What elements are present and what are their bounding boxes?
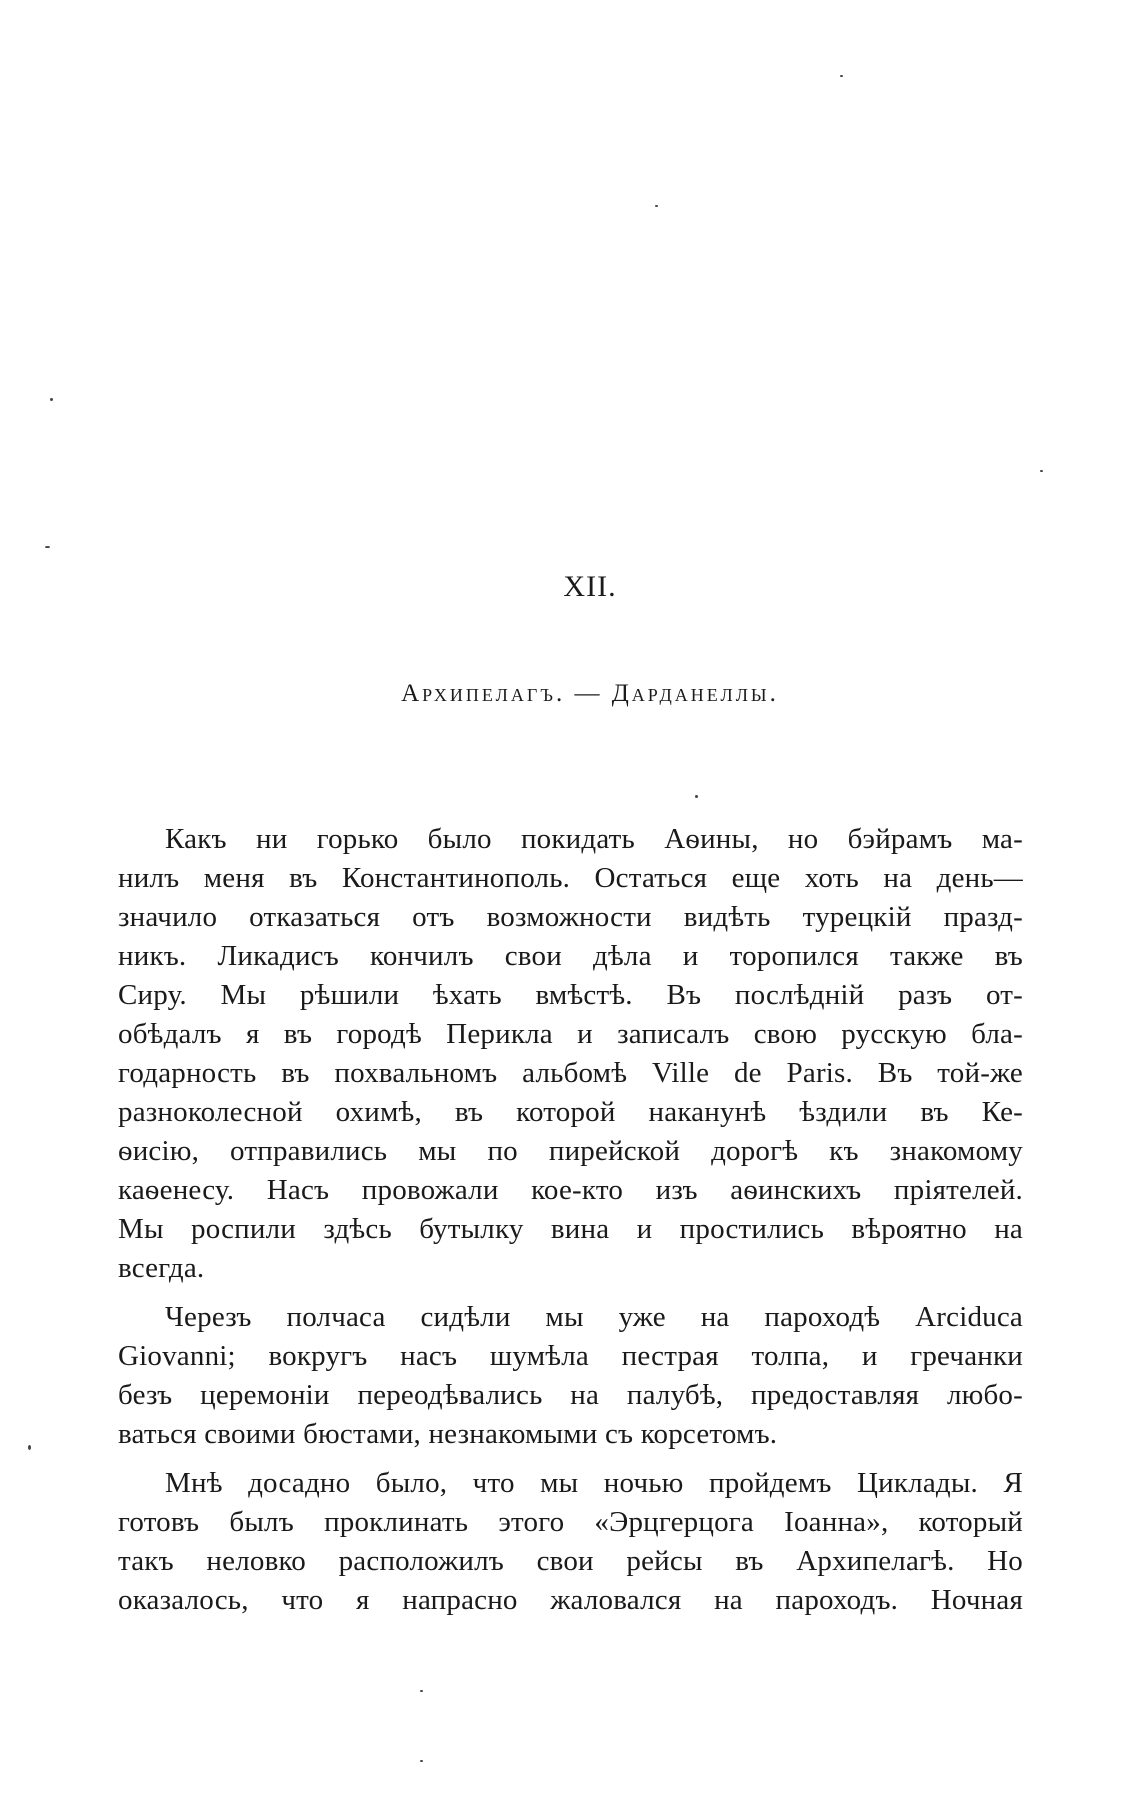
text-line: безъ церемоніи переодѣвались на палубѣ, предоставляя любо- (118, 1379, 1023, 1411)
text-line: разноколесной охимѣ, въ которой наканунѣ ѣздили въ Ке- (118, 1096, 1023, 1128)
text-line: никъ. Ликадисъ кончилъ свои дѣла и торопился также въ (118, 940, 1023, 972)
text-line: Giovanni; вокругъ насъ шумѣла пестрая толпа, и гречанки (118, 1340, 1023, 1372)
text-line: значило отказаться отъ возможности видѣть турецкій празд- (118, 901, 1023, 933)
text-line: ваться своими бюстами, незнакомыми съ корсетомъ. (118, 1418, 778, 1450)
text-line: всегда. (118, 1252, 205, 1284)
scan-speck (840, 75, 843, 77)
text-line: каѳенесу. Насъ провожали кое-кто изъ аѳинскихъ пріятелей. (118, 1174, 1023, 1206)
text-line: нилъ меня въ Константинополь. Остаться еще хоть на день— (118, 862, 1023, 894)
text-line: обѣдалъ я въ городѣ Перикла и записалъ свою русскую бла- (118, 1018, 1023, 1050)
chapter-body (118, 820, 1023, 1620)
scan-speck (420, 1760, 423, 1762)
scan-speck (45, 546, 50, 548)
text-line: Сиру. Мы рѣшили ѣхать вмѣстѣ. Въ послѣдній разъ от- (118, 979, 1023, 1011)
paragraph (118, 1298, 1023, 1454)
scan-speck (50, 398, 53, 401)
text-line: такъ неловко расположилъ свои рейсы въ Архипелагѣ. Но (118, 1545, 1023, 1577)
text-line: Какъ ни горько было покидать Аѳины, но бэйрамъ ма- (165, 823, 1023, 855)
text-line: Мы роспили здѣсь бутылку вина и простились вѣроятно на (118, 1213, 1023, 1245)
text-line: ѳисію, отправились мы по пирейской дорогѣ къ знакомому (118, 1135, 1023, 1167)
chapter-number: XII. (563, 570, 617, 603)
text-line: готовъ былъ проклинать этого «Эрцгерцога Іоанна», который (118, 1506, 1023, 1538)
text-line: оказалось, что я напрасно жаловался на пароходъ. Ночная (118, 1584, 1023, 1616)
text-line: Мнѣ досадно было, что мы ночью пройдемъ Циклады. Я (165, 1467, 1023, 1499)
scan-speck (695, 795, 698, 798)
chapter-title: Архипелагъ. — Дарданеллы. (401, 680, 779, 707)
scan-speck (28, 1445, 31, 1450)
paragraph (118, 1464, 1023, 1620)
text-line: годарность въ похвальномъ альбомѣ Ville de Paris. Въ той-же (118, 1057, 1023, 1089)
paragraph (118, 820, 1023, 1288)
scan-speck (420, 1690, 423, 1692)
scan-speck (1040, 470, 1043, 472)
scan-speck (655, 205, 658, 207)
text-line: Черезъ полчаса сидѣли мы уже на пароходѣ Arciduca (165, 1301, 1023, 1333)
